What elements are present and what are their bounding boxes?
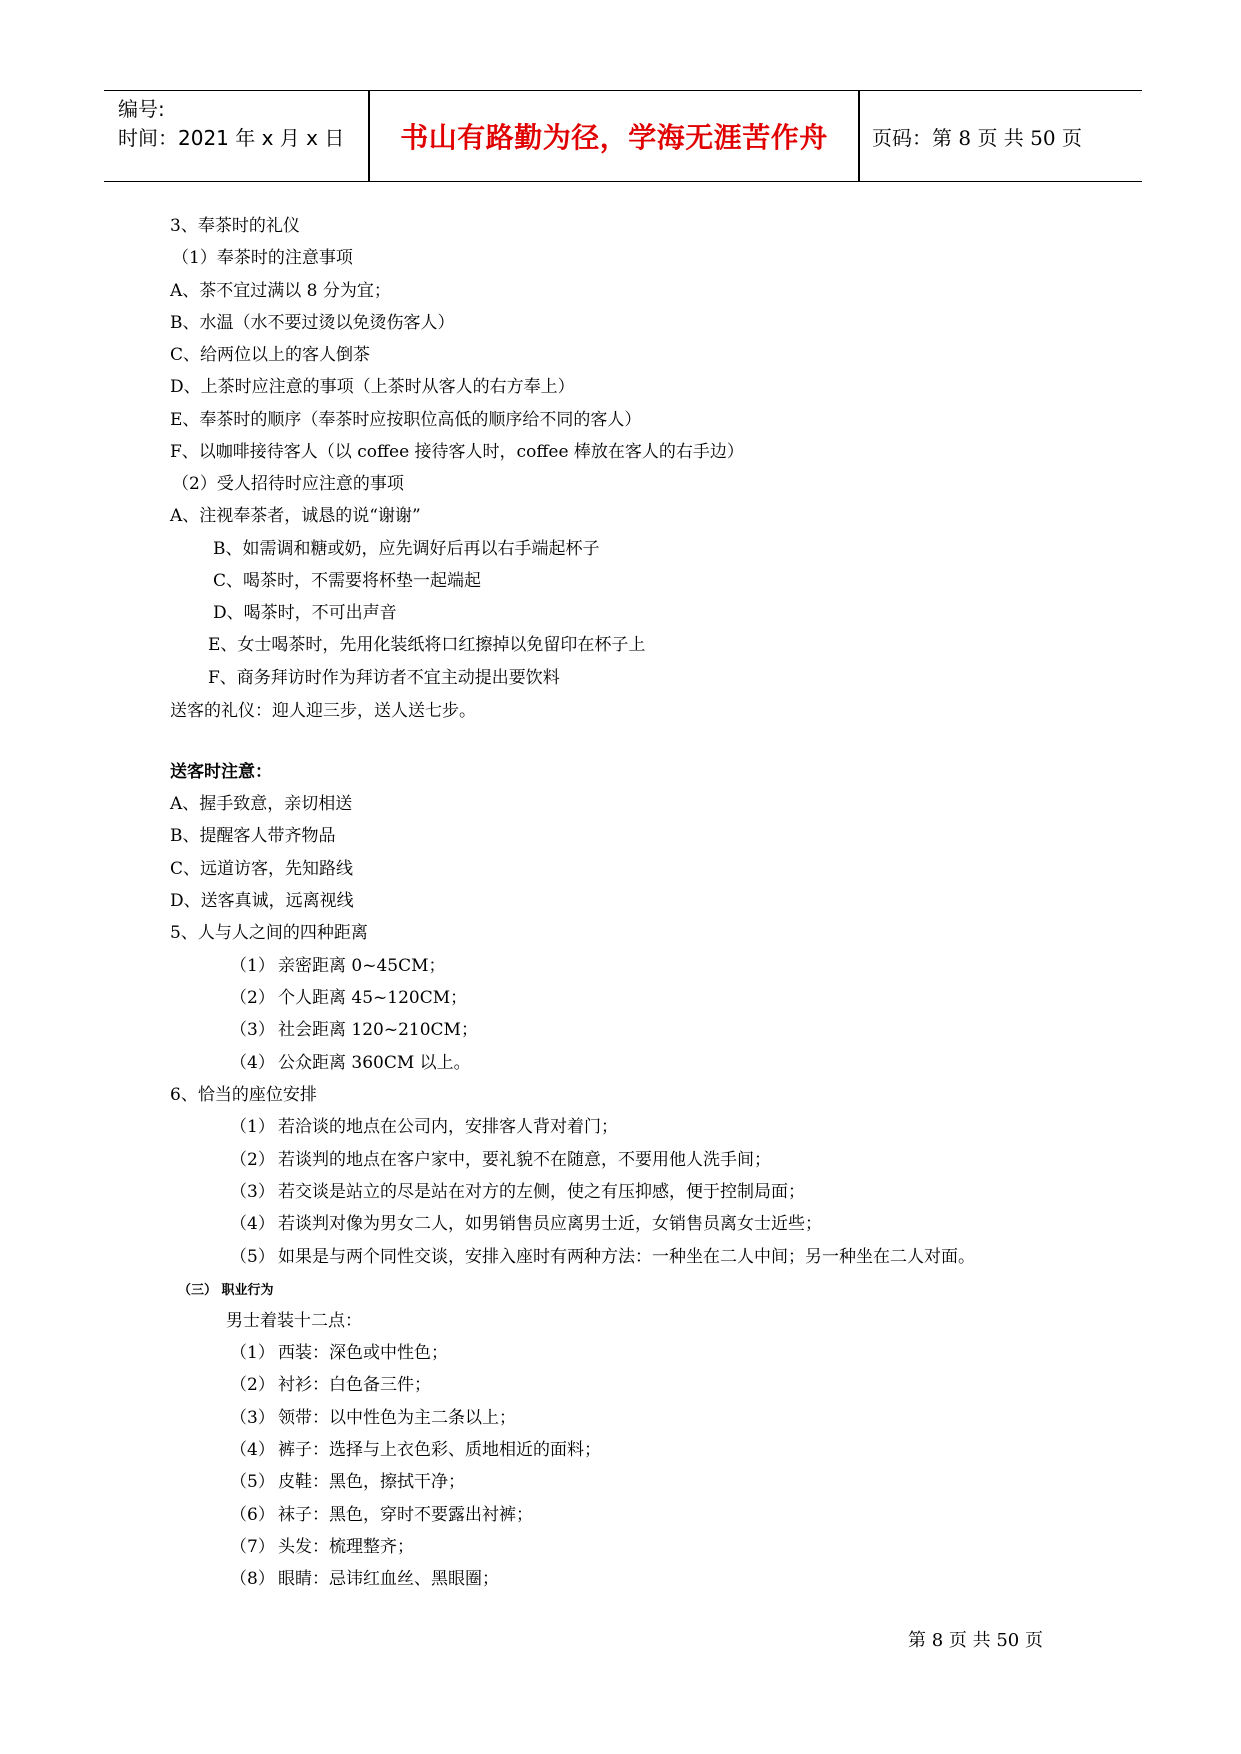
list-number: （5） bbox=[230, 1247, 275, 1267]
list-item: F、商务拜访时作为拜访者不宜主动提出要饮料 bbox=[208, 668, 560, 688]
list-item bbox=[230, 987, 467, 1009]
list-item: B、水温（水不要过烫以免烫伤客人） bbox=[170, 313, 455, 333]
section-heading-professional-conduct: （三） 职业行为 bbox=[178, 1283, 274, 1298]
header-motto: 书山有路勤为径，学海无涯苦作舟 bbox=[400, 121, 828, 154]
list-item bbox=[230, 1019, 478, 1041]
list-item: D、喝茶时，不可出声音 bbox=[213, 603, 397, 623]
list-item: B、提醒客人带齐物品 bbox=[170, 826, 336, 846]
list-text: 公众距离 360CM 以上。 bbox=[278, 1053, 471, 1073]
list-item bbox=[230, 1374, 431, 1396]
list-text: 领带：以中性色为主二条以上； bbox=[278, 1408, 516, 1428]
list-text: 衬衫：白色备三件； bbox=[278, 1375, 431, 1395]
list-item bbox=[230, 1342, 448, 1364]
heading-men-dress: 男士着装十二点： bbox=[226, 1311, 362, 1331]
list-item: D、上茶时应注意的事项（上茶时从客人的右方奉上） bbox=[170, 377, 575, 397]
list-item bbox=[230, 1471, 465, 1493]
heading-farewell-notes: 送客时注意： bbox=[170, 762, 272, 782]
list-number: （6） bbox=[230, 1505, 275, 1525]
document-number-label: 编号: bbox=[118, 97, 165, 121]
list-item bbox=[230, 1181, 805, 1203]
list-number: （5） bbox=[230, 1472, 275, 1492]
list-text: 若谈判对像为男女二人，如男销售员应离男士近，女销售员离女士近些； bbox=[278, 1214, 822, 1234]
heading-seating: 6、恰当的座位安排 bbox=[170, 1085, 317, 1105]
subheading-serving-notes: （1）奉茶时的注意事项 bbox=[172, 248, 353, 268]
list-number: （8） bbox=[230, 1569, 275, 1589]
list-item: D、送客真诚，远离视线 bbox=[170, 891, 354, 911]
list-text: 袜子：黑色，穿时不要露出衬裤； bbox=[278, 1505, 533, 1525]
list-text: 亲密距离 0~45CM； bbox=[278, 956, 446, 976]
list-item bbox=[230, 1116, 618, 1138]
list-number: （2） bbox=[230, 1150, 275, 1170]
list-item: E、女士喝茶时，先用化装纸将口红擦掉以免留印在杯子上 bbox=[208, 635, 646, 655]
list-item bbox=[230, 1536, 414, 1558]
list-number: （7） bbox=[230, 1537, 275, 1557]
list-number: （2） bbox=[230, 1375, 275, 1395]
list-item: B、如需调和糖或奶，应先调好后再以右手端起杯子 bbox=[213, 539, 600, 559]
list-number: （4） bbox=[230, 1440, 275, 1460]
list-item: C、远道访客，先知路线 bbox=[170, 859, 354, 879]
list-number: （1） bbox=[230, 1343, 275, 1363]
document-time-label: 时间：2021 年 x 月 x 日 bbox=[118, 126, 345, 150]
header-divider-right bbox=[858, 91, 860, 181]
heading-tea-etiquette: 3、奉茶时的礼仪 bbox=[170, 216, 300, 236]
list-number: （1） bbox=[230, 956, 275, 976]
list-text: 若交谈是站立的尽是站在对方的左侧，使之有压抑感，便于控制局面； bbox=[278, 1182, 805, 1202]
list-text: 个人距离 45~120CM； bbox=[278, 988, 468, 1008]
header-page-label: 页码：第 8 页 共 50 页 bbox=[872, 125, 1082, 150]
list-text: 如果是与两个同性交谈，安排入座时有两种方法：一种坐在二人中间；另一种坐在二人对面。 bbox=[278, 1247, 975, 1267]
list-item: C、喝茶时，不需要将杯垫一起端起 bbox=[213, 571, 482, 591]
list-text: 若洽谈的地点在公司内，安排客人背对着门； bbox=[278, 1117, 618, 1137]
list-text: 头发：梳理整齐； bbox=[278, 1537, 414, 1557]
list-item: A、茶不宜过满以 8 分为宜； bbox=[170, 281, 391, 301]
list-item bbox=[230, 955, 446, 977]
list-text: 西装：深色或中性色； bbox=[278, 1343, 448, 1363]
header-meta bbox=[118, 95, 344, 153]
list-number: （4） bbox=[230, 1214, 275, 1234]
list-item bbox=[230, 1439, 601, 1461]
list-text: 皮鞋：黑色，擦拭干净； bbox=[278, 1472, 465, 1492]
list-number: （1） bbox=[230, 1117, 275, 1137]
page-footer: 第 8 页 共 50 页 bbox=[908, 1630, 1043, 1651]
list-number: （4） bbox=[230, 1053, 275, 1073]
list-number: （3） bbox=[230, 1408, 275, 1428]
list-item bbox=[230, 1504, 533, 1526]
list-item: A、握手致意，亲切相送 bbox=[170, 794, 353, 814]
list-item: A、注视奉茶者，诚恳的说“谢谢” bbox=[170, 506, 421, 526]
heading-four-distances: 5、人与人之间的四种距离 bbox=[170, 923, 368, 943]
page-header bbox=[104, 90, 1142, 182]
list-item bbox=[230, 1213, 822, 1235]
list-item: C、给两位以上的客人倒茶 bbox=[170, 345, 371, 365]
list-item bbox=[230, 1246, 975, 1268]
list-item bbox=[230, 1149, 771, 1171]
list-number: （3） bbox=[230, 1020, 275, 1040]
list-item: F、以咖啡接待客人（以 coffee 接待客人时，coffee 棒放在客人的右手边） bbox=[170, 442, 744, 462]
list-item bbox=[230, 1568, 499, 1590]
list-number: （3） bbox=[230, 1182, 275, 1202]
list-item: E、奉茶时的顺序（奉茶时应按职位高低的顺序给不同的客人） bbox=[170, 410, 642, 430]
list-text: 裤子：选择与上衣色彩、质地相近的面料； bbox=[278, 1440, 601, 1460]
list-text: 若谈判的地点在客户家中，要礼貌不在随意，不要用他人洗手间； bbox=[278, 1150, 771, 1170]
subheading-being-served: （2）受人招待时应注意的事项 bbox=[172, 474, 404, 494]
list-text: 眼睛：忌讳红血丝、黑眼圈； bbox=[278, 1569, 499, 1589]
list-text: 社会距离 120~210CM； bbox=[278, 1020, 478, 1040]
paragraph-farewell-etiquette: 送客的礼仪：迎人迎三步，送人送七步。 bbox=[170, 701, 476, 721]
list-item bbox=[230, 1052, 471, 1074]
list-item bbox=[230, 1407, 516, 1429]
list-number: （2） bbox=[230, 988, 275, 1008]
